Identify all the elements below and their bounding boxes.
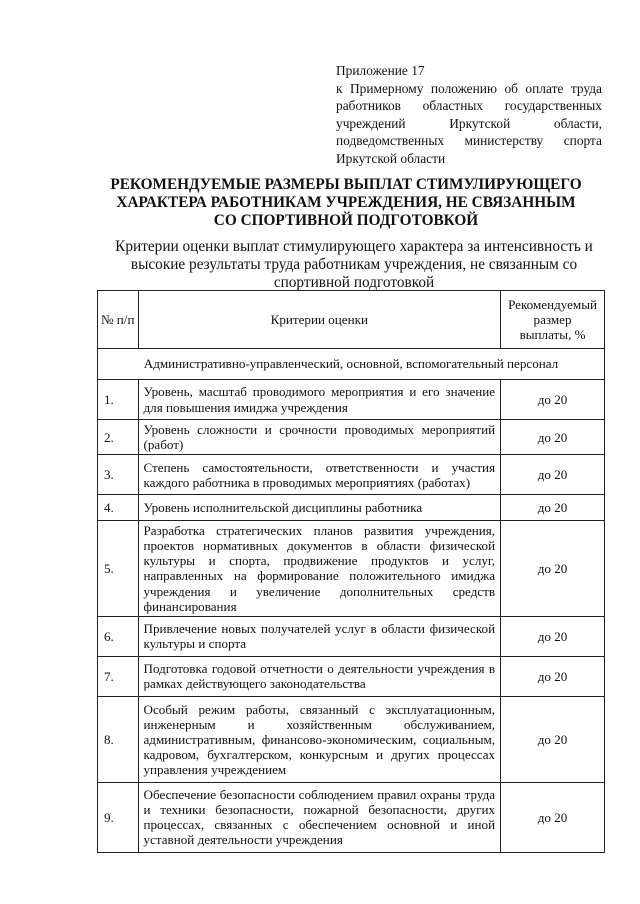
- table-row: [98, 616, 605, 656]
- row-criteria: Уровень исполнительской дисциплины работника: [138, 495, 501, 521]
- table-row: [98, 455, 605, 495]
- row-num: 6.: [98, 616, 139, 656]
- row-num: 5.: [98, 521, 139, 617]
- row-criteria: Привлечение новых получателей услуг в области физической культуры и спорта: [138, 616, 501, 656]
- row-amount: до 20: [501, 782, 605, 852]
- section-title: Административно-управленческий, основной, вспомогательный персонал: [98, 349, 605, 380]
- row-criteria: Уровень, масштаб проводимого мероприятия и его значение для повышения имиджа учреждения: [138, 380, 501, 420]
- appendix-line: подведомственных министерству спорта: [336, 133, 602, 149]
- row-amount: до 20: [501, 455, 605, 495]
- header-criteria: Критерии оценки: [138, 291, 501, 349]
- row-amount: до 20: [501, 696, 605, 782]
- appendix-line: учреждений Иркутской области,: [336, 115, 602, 131]
- table-row: [98, 782, 605, 852]
- subtitle-line: высокие результаты труда работникам учреждения, не связанным со: [130, 256, 578, 273]
- row-num: 4.: [98, 495, 139, 521]
- row-criteria: Разработка стратегических планов развития учреждения, проектов нормативных документов в области физической культуры и спорта, продвижение продуктов и услуг, направленных на формирование положительного имиджа учреждения и увеличение дополнительных средств финансирования: [138, 521, 501, 617]
- row-amount: до 20: [501, 616, 605, 656]
- appendix-line: работников областных государственных: [336, 98, 602, 114]
- row-num: 8.: [98, 696, 139, 782]
- subtitle-line: спортивной подготовкой: [273, 274, 435, 291]
- row-num: 9.: [98, 782, 139, 852]
- row-criteria: Подготовка годовой отчетности о деятельности учреждения в рамках действующего законодательства: [138, 656, 501, 696]
- appendix-header: [336, 62, 602, 168]
- table-row: [98, 656, 605, 696]
- document-subtitle: [104, 238, 604, 292]
- title-line: РЕКОМЕНДУЕМЫЕ РАЗМЕРЫ ВЫПЛАТ СТИМУЛИРУЮЩЕГО: [110, 176, 582, 193]
- section-row: [98, 349, 605, 380]
- header-num: № п/п: [98, 291, 139, 349]
- row-num: 2.: [98, 420, 139, 455]
- row-amount: до 20: [501, 521, 605, 617]
- appendix-line: Приложение 17: [336, 63, 425, 78]
- appendix-line: Иркутской области: [336, 150, 446, 166]
- subtitle-line: Критерии оценки выплат стимулирующего характера за интенсивность и: [115, 238, 593, 255]
- table-row: [98, 380, 605, 420]
- row-num: 3.: [98, 455, 139, 495]
- row-criteria: Степень самостоятельности, ответственности и участия каждого работника в проводимых мероприятиях (работах): [138, 455, 501, 495]
- criteria-table: [97, 290, 605, 853]
- table-row: [98, 420, 605, 455]
- row-amount: до 20: [501, 495, 605, 521]
- row-criteria: Обеспечение безопасности соблюдением правил охраны труда и техники безопасности, пожарной безопасности, других процессах, связанных с обеспечением основной и иной уставной деятельности учреждения: [138, 782, 501, 852]
- header-amount: Рекомендуемый размер выплаты, %: [501, 291, 605, 349]
- row-criteria: Уровень сложности и срочности проводимых мероприятий (работ): [138, 420, 501, 455]
- table-row: [98, 495, 605, 521]
- row-amount: до 20: [501, 380, 605, 420]
- title-line: СО СПОРТИВНОЙ ПОДГОТОВКОЙ: [213, 212, 479, 229]
- table-row: [98, 696, 605, 782]
- table-row: [98, 521, 605, 617]
- row-num: 7.: [98, 656, 139, 696]
- row-amount: до 20: [501, 420, 605, 455]
- document-title: [96, 176, 596, 230]
- table-header-row: [98, 291, 605, 349]
- row-amount: до 20: [501, 656, 605, 696]
- appendix-line: к Примерному положению об оплате труда: [336, 80, 602, 96]
- row-num: 1.: [98, 380, 139, 420]
- row-criteria: Особый режим работы, связанный с эксплуатационным, инженерным и хозяйственным обслуживанием, административным, финансово-экономическим, социальным, кадровом, бухгалтерском, конкурсным и других процессах управления учреждением: [138, 696, 501, 782]
- title-line: ХАРАКТЕРА РАБОТНИКАМ УЧРЕЖДЕНИЯ, НЕ СВЯЗАННЫМ: [116, 194, 576, 211]
